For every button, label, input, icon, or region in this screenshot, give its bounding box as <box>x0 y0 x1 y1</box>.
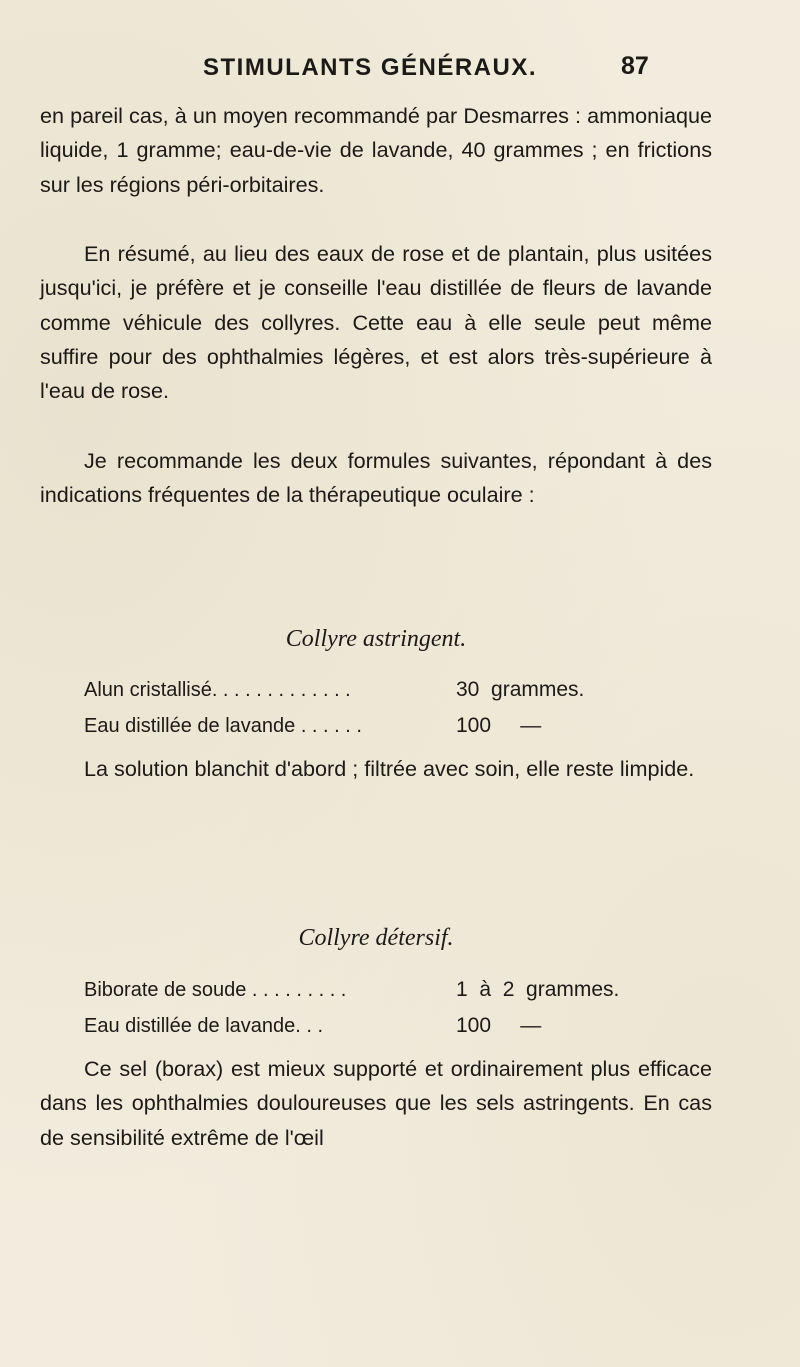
ingredient-name: Eau distillée de lavande . . . . . . <box>84 715 362 737</box>
recipe-title-detersif: Collyre détersif. <box>298 925 454 951</box>
running-title: STIMULANTS GÉNÉRAUX. <box>203 54 538 81</box>
paragraph-formulas-intro <box>40 444 712 513</box>
ingredient-name: Biborate de soude . . . . . . . . . <box>84 979 347 1001</box>
ingredient-quantity: 1 à 2 grammes. <box>456 978 620 1001</box>
page-number: 87 <box>621 52 649 80</box>
ingredient-name: Eau distillée de lavande. . . <box>84 1015 324 1037</box>
recipe-row <box>84 972 724 1008</box>
paragraph-text: Ce sel (borax) est mieux supporté et ordinairement plus efficace dans les ophthalmies douloureuses que les sels astringents. En cas de sensibilité extrême de l'œil <box>40 1056 712 1150</box>
ingredient-quantity: 30 grammes. <box>456 678 585 701</box>
recipe-title-astringent: Collyre astringent. <box>285 626 467 652</box>
paragraph-solution-note <box>40 752 712 786</box>
paragraph-text: Je recommande les deux formules suivantes, répondant à des indications fréquentes de la thérapeutique oculaire : <box>40 448 712 508</box>
paragraph-borax-note <box>40 1052 712 1155</box>
paragraph-text: en pareil cas, à un moyen recommandé par Desmarres : ammoniaque liquide, 1 gramme; eau-de-vie de lavande, 40 grammes ; en frictions sur les régions péri-orbitaires. <box>40 103 712 197</box>
recipe-detersif <box>84 972 724 1044</box>
paragraph-text: La solution blanchit d'abord ; filtrée avec soin, elle reste limpide. <box>84 756 695 781</box>
recipe-row <box>84 1008 724 1044</box>
paragraph-continuation <box>40 99 712 202</box>
recipe-row <box>84 672 724 708</box>
recipe-astringent <box>84 672 724 744</box>
paragraph-text: En résumé, au lieu des eaux de rose et de plantain, plus usitées jusqu'ici, je préfère et je conseille l'eau distillée de fleurs de lavande comme véhicule des collyres. Cette eau à elle seule peut même suffire pour des ophthalmies légères, et est alors très-supérieure à l'eau de rose. <box>40 241 712 404</box>
paragraph-summary <box>40 237 712 408</box>
ingredient-quantity: 100 — <box>456 1014 542 1037</box>
ingredient-name: Alun cristallisé. . . . . . . . . . . . . <box>84 679 351 701</box>
ingredient-quantity: 100 — <box>456 714 542 737</box>
recipe-row <box>84 708 724 744</box>
page-header <box>0 52 800 92</box>
